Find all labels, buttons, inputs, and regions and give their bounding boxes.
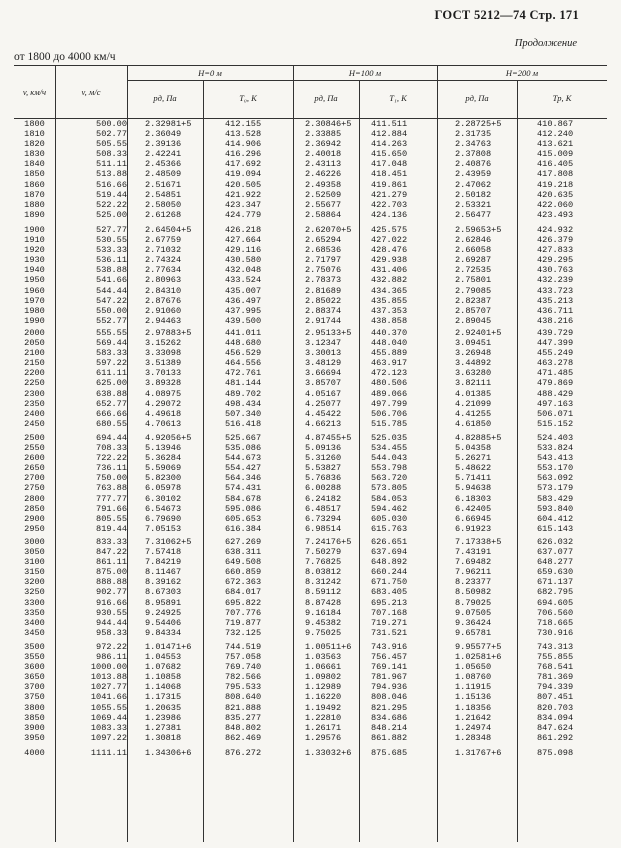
header-pressure-h0: pд, Па <box>153 93 177 103</box>
table-row: 3550 986.11 1.04553 757.058 1.03563 756.457 1.02581+6 755.855 <box>24 652 574 663</box>
table-row: 2350 652.77 4.29072 498.434 4.25077 497.799 4.21099 497.163 <box>24 398 574 409</box>
table-row: 1990 552.77 2.94463 439.500 2.91744 438.858 2.89045 438.216 <box>24 315 574 326</box>
row-group <box>14 433 607 534</box>
table-row: 3450 958.33 9.84334 732.125 9.75025 731.521 9.65781 730.916 <box>24 627 574 638</box>
header-temp-h200: Tр, К <box>552 93 572 103</box>
table-row: 3100 861.11 7.84219 649.508 7.76825 648.892 7.69482 648.277 <box>24 557 574 568</box>
table-row: 3400 944.44 9.54406 719.877 9.45382 719.271 9.36424 718.665 <box>24 617 574 628</box>
table-row: 2400 666.66 4.49618 507.340 4.45422 506.706 4.41255 506.071 <box>24 408 574 419</box>
table-row: 2250 625.00 3.89328 481.144 3.85707 480.506 3.82111 479.869 <box>24 378 574 389</box>
header-group-h200: H=200 м <box>505 68 539 78</box>
header-pressure-h100: pд, Па <box>314 93 338 103</box>
table-row: 2200 611.11 3.70133 472.761 3.66694 472.123 3.63280 471.485 <box>24 368 574 379</box>
table-row: 2800 777.77 6.30102 584.678 6.24182 584.053 6.18303 583.429 <box>24 493 574 504</box>
table-row: 3900 1083.33 1.27381 848.802 1.26171 848.214 1.24974 847.624 <box>24 722 574 733</box>
table-row: 3850 1069.44 1.23986 835.277 1.22810 834.686 1.21642 834.094 <box>24 712 574 723</box>
table-row: 2900 805.55 6.79690 605.653 6.73294 605.030 6.66945 604.412 <box>24 513 574 524</box>
table-row: 2600 722.22 5.36284 544.673 5.31260 544.043 5.26271 543.413 <box>24 453 574 464</box>
header-pressure-h200: pд, Па <box>465 93 489 103</box>
table-row: 3150 875.00 8.11467 660.859 8.03812 660.244 7.96211 659.630 <box>24 567 574 578</box>
header-group-h0: H=0 м <box>198 68 222 78</box>
table-row: 2000 555.55 2.97883+5 441.011 2.95133+5 440.370 2.92401+5 439.729 <box>24 328 574 338</box>
table-row: 1920 533.33 2.71032 429.116 2.68536 428.476 2.66058 427.833 <box>24 245 574 256</box>
table-row: 3600 1000.00 1.07682 769.740 1.06661 769.141 1.05650 768.541 <box>24 662 574 673</box>
row-group <box>14 225 607 326</box>
table-row: 3350 930.55 9.24925 707.776 9.16184 707.168 9.07505 706.560 <box>24 607 574 618</box>
table-row: 1960 544.44 2.84310 435.007 2.81689 434.365 2.79085 433.723 <box>24 285 574 296</box>
table-row: 3250 902.77 8.67303 684.017 8.59112 683.405 8.50982 682.795 <box>24 587 574 598</box>
table-row: 1900 527.77 2.64504+5 426.218 2.62070+5 425.575 2.59653+5 424.932 <box>24 225 574 235</box>
page-header: ГОСТ 5212—74 Стр. 171 <box>434 8 579 22</box>
table-row: 1930 536.11 2.74324 430.580 2.71797 429.938 2.69287 429.295 <box>24 255 574 266</box>
table-row: 2750 763.88 6.05978 574.431 6.00288 573.805 5.94638 573.179 <box>24 483 574 494</box>
table-row: 3050 847.22 7.57418 638.311 7.50279 637.694 7.43191 637.077 <box>24 547 574 558</box>
table-row: 3950 1097.22 1.30818 862.469 1.29576 861.882 1.28348 861.292 <box>24 732 574 743</box>
header-temp-h100: T₁, К <box>389 93 407 103</box>
table-row: 3700 1027.77 1.14068 795.533 1.12989 794.936 1.11915 794.339 <box>24 682 574 693</box>
table-row: 3800 1055.55 1.20635 821.888 1.19492 821.295 1.18356 820.703 <box>24 702 574 713</box>
table-row: 3000 833.33 7.31062+5 627.269 7.24176+5 626.651 7.17338+5 626.032 <box>24 537 574 547</box>
table-row: 3750 1041.66 1.17315 808.640 1.16220 808.046 1.15136 807.451 <box>24 692 574 703</box>
table-row: 1860 516.66 2.51671 420.505 2.49358 419.861 2.47062 419.218 <box>24 179 574 190</box>
table-top-rule <box>14 65 607 66</box>
data-table <box>14 65 607 842</box>
table-row: 1840 511.11 2.45366 417.692 2.43113 417.048 2.40876 416.405 <box>24 159 574 170</box>
table-row: 1910 530.55 2.67759 427.664 2.65294 427.022 2.62846 426.379 <box>24 235 574 246</box>
table-row: 2150 597.22 3.51389 464.556 3.48129 463.917 3.44892 463.278 <box>24 358 574 369</box>
table-row: 2100 583.33 3.33098 456.529 3.30013 455.889 3.26948 455.249 <box>24 348 574 359</box>
table-row: 1820 505.55 2.39136 414.906 2.36942 414.263 2.34763 413.621 <box>24 139 574 150</box>
table-row: 2500 694.44 4.92056+5 525.667 4.87455+5 525.035 4.82885+5 524.403 <box>24 433 574 443</box>
group-header-rule <box>127 80 607 81</box>
table-row: 3650 1013.88 1.10858 782.566 1.09802 781.967 1.08760 781.369 <box>24 672 574 683</box>
table-row: 3300 916.66 8.95891 695.822 8.87428 695.213 8.79025 694.605 <box>24 597 574 608</box>
table-row: 2050 569.44 3.15262 448.680 3.12347 448.040 3.09451 447.399 <box>24 338 574 349</box>
table-row: 2850 791.66 6.54673 595.086 6.48517 594.462 6.42405 593.840 <box>24 503 574 514</box>
table-row: 4000 1111.11 1.34306+6 876.272 1.33032+6 875.685 1.31767+6 875.098 <box>24 748 574 758</box>
header-v-kmh: v, км/ч <box>22 87 47 97</box>
table-row: 1980 550.00 2.91060 437.995 2.88374 437.353 2.85707 436.711 <box>24 305 574 316</box>
continuation-label: Продолжение <box>514 38 577 49</box>
table-row: 2300 638.88 4.08975 489.702 4.05167 489.066 4.01385 488.429 <box>24 388 574 399</box>
table-row: 1950 541.66 2.80963 433.524 2.78373 432.882 2.75801 432.239 <box>24 275 574 286</box>
table-row: 1810 502.77 2.36049 413.528 2.33885 412.884 2.31735 412.240 <box>24 129 574 140</box>
table-row: 1970 547.22 2.87676 436.497 2.85022 435.855 2.82387 435.213 <box>24 295 574 306</box>
row-group <box>14 748 607 758</box>
row-group <box>14 642 607 743</box>
header-v-ms: v, м/с <box>81 87 101 97</box>
row-group <box>14 537 607 638</box>
header-temp-h0: T₀, К <box>239 93 257 103</box>
table-row: 1940 538.88 2.77634 432.048 2.75076 431.406 2.72535 430.763 <box>24 265 574 276</box>
table-row: 1800 500.00 2.32981+5 412.155 2.30846+5 411.511 2.28725+5 410.867 <box>24 119 574 129</box>
table-row: 2950 819.44 7.05153 616.384 6.98514 615.763 6.91923 615.143 <box>24 523 574 534</box>
speed-range-caption: от 1800 до 4000 км/ч <box>14 51 116 63</box>
table-row: 2650 736.11 5.59069 554.427 5.53827 553.798 5.48622 553.170 <box>24 463 574 474</box>
table-row: 1890 525.00 2.61268 424.779 2.58864 424.136 2.56477 423.493 <box>24 209 574 220</box>
row-group <box>14 119 607 220</box>
row-group <box>14 328 607 429</box>
table-row: 1850 513.88 2.48509 419.094 2.46226 418.451 2.43959 417.808 <box>24 169 574 180</box>
header-group-h100: H=100 м <box>348 68 382 78</box>
table-row: 1830 508.33 2.42241 416.296 2.40018 415.650 2.37808 415.009 <box>24 149 574 160</box>
table-row: 3500 972.22 1.01471+6 744.519 1.00511+6 743.916 9.95577+5 743.313 <box>24 642 574 652</box>
table-row: 2550 708.33 5.13946 535.086 5.09136 534.455 5.04358 533.824 <box>24 443 574 454</box>
table-row: 2700 750.00 5.82300 564.346 5.76836 563.720 5.71411 563.092 <box>24 473 574 484</box>
table-row: 1870 519.44 2.54851 421.922 2.52509 421.279 2.50182 420.635 <box>24 189 574 200</box>
table-row: 2450 680.55 4.70613 516.418 4.66213 515.785 4.61850 515.152 <box>24 418 574 429</box>
table-row: 3200 888.88 8.39162 672.363 8.31242 671.750 8.23377 671.137 <box>24 577 574 588</box>
table-row: 1880 522.22 2.58050 423.347 2.55677 422.703 2.53321 422.060 <box>24 199 574 210</box>
